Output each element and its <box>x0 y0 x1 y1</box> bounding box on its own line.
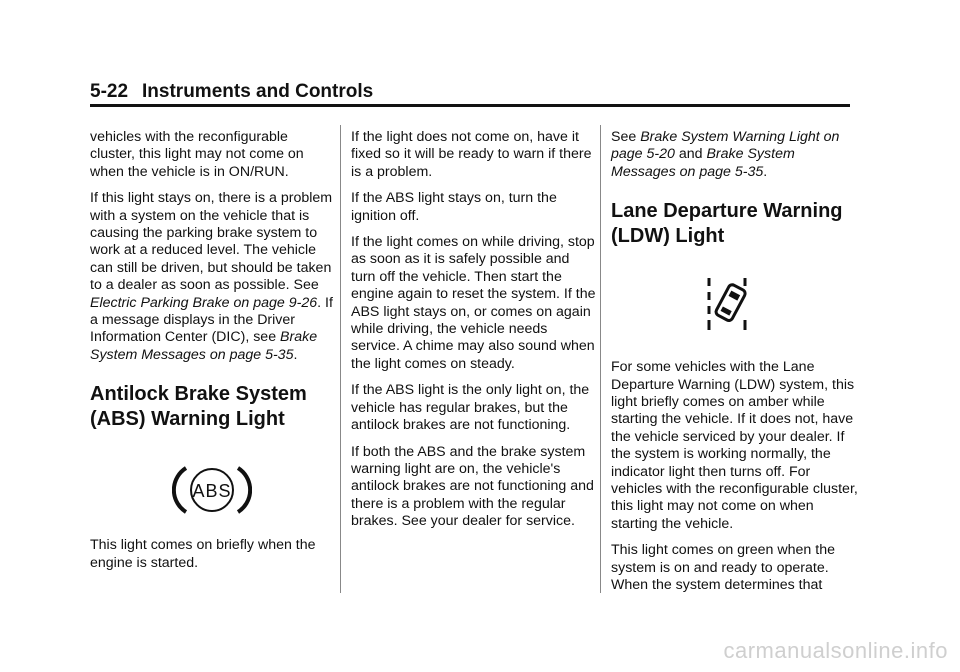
column-1 <box>90 129 335 581</box>
section-heading-abs <box>90 382 335 432</box>
abs-warning-icon <box>90 432 335 537</box>
text: . If a message displays in the Driver Information Center (DIC), see <box>90 294 333 346</box>
header-rule <box>90 104 850 107</box>
paragraph: If the ABS light stays on, turn the ignition off. <box>351 190 557 224</box>
paragraph <box>90 190 335 364</box>
paragraph: If the light comes on while driving, stop as soon as it is safely possible and turn off the vehicle. Then start the engine again to reset the system. If the ABS light stays on, or comes on again while driving, the vehicle needs service. A chime may also sound when the light comes on steady. <box>351 234 596 372</box>
paragraph: vehicles with the reconfigurable cluster, this light may not come on when the vehicle is in ON/RUN. <box>90 129 304 180</box>
paragraph: For some vehicles with the Lane Departure Warning (LDW) system, this light briefly comes on amber while starting the vehicle. If it does not, have the vehicle serviced by your dealer. If the system is working normally, the indicator light then turns off. For vehicles with the reconfigurable cluster, this light may not come on when starting the vehicle. <box>611 359 858 532</box>
paragraph: This light comes on briefly when the engine is started. <box>90 537 316 571</box>
abs-icon-text: ABS <box>192 481 232 502</box>
section-heading-ldw <box>611 199 861 249</box>
paragraph <box>611 129 861 181</box>
page-number: 5-22 <box>90 81 129 102</box>
abs-icon <box>172 462 252 518</box>
column-2 <box>351 129 596 540</box>
text: See <box>611 129 641 145</box>
text: . <box>763 163 768 180</box>
heading-line: (LDW) Light <box>611 225 725 248</box>
heading-line: Antilock Brake System <box>90 383 307 406</box>
ldw-warning-icon <box>611 249 861 359</box>
paragraph: This light comes on green when the system is on and ready to operate. When the system determines that <box>611 542 835 594</box>
heading-line: Lane Departure Warning <box>611 200 843 223</box>
chapter-title: Instruments and Controls <box>142 81 374 102</box>
paragraph: If the light does not come on, have it fixed so it will be ready to warn if there is a problem. <box>351 129 592 180</box>
text: . <box>293 346 298 363</box>
cross-reference-link[interactable]: Brake System Warning Light on page 5-20 <box>611 129 840 163</box>
column-3 <box>611 129 861 604</box>
cross-reference-link[interactable]: Brake System Messages on page 5-35 <box>90 329 318 363</box>
column-divider-1 <box>340 125 341 593</box>
paragraph: If both the ABS and the brake system warning light are on, the vehicle's antilock brakes are not functioning and there is a problem with the regular brakes. See your dealer for service. <box>351 443 594 530</box>
watermark: carmanualsonline.info <box>723 638 948 663</box>
lane-departure-icon <box>701 274 755 334</box>
text: and <box>674 146 707 163</box>
cross-reference-link[interactable]: Brake System Messages on page 5-35 <box>611 146 795 180</box>
paragraph: If the ABS light is the only light on, the vehicle has regular brakes, but the antilock brakes are not functioning. <box>351 382 590 434</box>
cross-reference-link[interactable]: Electric Parking Brake on page 9-26 <box>90 294 318 311</box>
column-divider-2 <box>600 125 601 593</box>
heading-line: (ABS) Warning Light <box>90 408 285 431</box>
page-header <box>90 81 850 105</box>
text: If this light stays on, there is a problem with a system on the vehicle that is causing the parking brake system to work at a reduced level. The vehicle can still be driven, but should be taken to a dealer as soon as possible. See <box>90 190 333 294</box>
